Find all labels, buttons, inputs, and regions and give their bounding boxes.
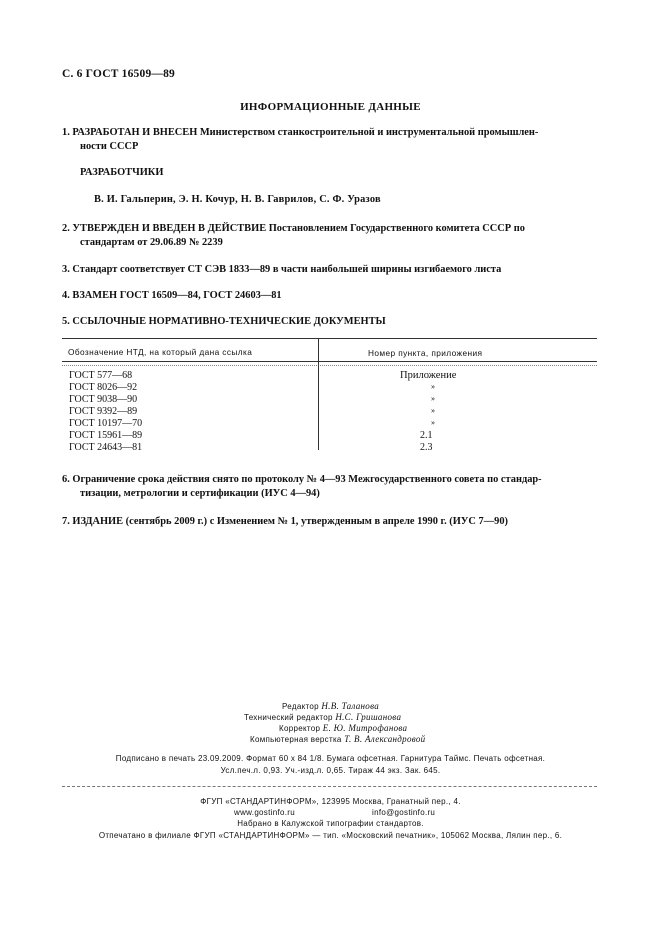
page-header: С. 6 ГОСТ 16509—89 (62, 68, 175, 80)
table-row-doc-5: ГОСТ 10197—70 (69, 418, 143, 429)
item-6-line-2: тизации, метрологии и сертификации (ИУС 4—94) (80, 488, 320, 499)
table-row-doc-3: ГОСТ 9038—90 (69, 394, 138, 405)
table-row-ref-3: » (431, 394, 435, 403)
corrector-label: Корректор (279, 724, 321, 733)
table-row-ref-6: 2.1 (420, 430, 433, 441)
item-1-line-2: ности СССР (80, 141, 139, 152)
print-details-line-1: Подписано в печать 23.09.2009. Формат 60 x 84 1/8. Бумага офсетная. Гарнитура Таймс. Печать офсетная. (115, 754, 546, 763)
table-row-ref-5: » (431, 418, 435, 427)
item-2-line-2: стандартам от 29.06.89 № 2239 (80, 237, 223, 248)
table-row-ref-2: » (431, 382, 435, 391)
table-row-doc-6: ГОСТ 15961—89 (69, 430, 143, 441)
item-6-line-1: 6. Ограничение срока действия снято по протоколу № 4—93 Межгосударственного совета по стандар- (62, 474, 542, 485)
table-row-doc-1: ГОСТ 577—68 (69, 370, 133, 381)
table-row-doc-4: ГОСТ 9392—89 (69, 406, 138, 417)
layout-label: Компьютерная верстка (250, 735, 342, 744)
corrector-name: Е. Ю. Митрофанова (322, 723, 408, 733)
publisher-email: info@gostinfo.ru (372, 808, 436, 817)
item-4: 4. ВЗАМЕН ГОСТ 16509—84, ГОСТ 24603—81 (62, 290, 282, 301)
table-row-ref-7: 2.3 (420, 442, 433, 453)
table-row-ref-4: » (431, 406, 435, 415)
item-3: 3. Стандарт соответствует СТ СЭВ 1833—89 в части наибольшей ширины изгибаемого листа (62, 264, 502, 275)
tech-editor-name: Н.С. Гришанова (335, 712, 402, 722)
layout-name: Т. В. Александровой (344, 734, 426, 744)
publisher-address: ФГУП «СТАНДАРТИНФОРМ», 123995 Москва, Гранатный пер., 4. (200, 797, 461, 806)
editor-label: Редактор (282, 702, 319, 711)
table-row-doc-7: ГОСТ 24643—81 (69, 442, 143, 453)
developers-label: РАЗРАБОТЧИКИ (80, 167, 164, 178)
tech-editor-label: Технический редактор (244, 713, 333, 722)
references-table (62, 338, 597, 453)
table-header-doc: Обозначение НТД, на который дана ссылка (68, 347, 253, 357)
item-5: 5. ССЫЛОЧНЫЕ НОРМАТИВНО-ТЕХНИЧЕСКИЕ ДОКУМЕНТЫ (62, 316, 386, 327)
item-7: 7. ИЗДАНИЕ (сентябрь 2009 г.) с Изменением № 1, утвержденным в апреле 1990 г. (ИУС 7—90) (62, 516, 508, 527)
imprint-corrector (279, 723, 407, 733)
table-top-rule (62, 338, 597, 339)
imprint-layout (250, 734, 425, 744)
developers-names: В. И. Гальперин, Э. Н. Кочур, Н. В. Гаврилов, С. Ф. Уразов (94, 194, 381, 205)
table-column-divider (318, 338, 319, 450)
imprint-editor (282, 701, 379, 711)
editor-name: Н.В. Таланова (321, 701, 380, 711)
print-details-line-2: Усл.печ.л. 0,93. Уч.-изд.л. 0,65. Тираж 44 экз. Зак. 645. (220, 766, 441, 775)
imprint-divider (62, 786, 597, 787)
table-header-ref: Номер пункта, приложения (368, 348, 483, 358)
publisher-website: www.gostinfo.ru (234, 808, 295, 817)
item-2-line-1: 2. УТВЕРЖДЕН И ВВЕДЕН В ДЕЙСТВИЕ Постановлением Государственного комитета СССР по (62, 223, 525, 234)
printed-note: Отпечатано в филиале ФГУП «СТАНДАРТИНФОРМ» — тип. «Московский печатник», 105062 Москва, Лялин пер., 6. (98, 831, 563, 840)
typeset-note: Набрано в Калужской типографии стандартов. (237, 819, 424, 828)
section-title: ИНФОРМАЦИОННЫЕ ДАННЫЕ (240, 101, 421, 113)
table-row-doc-2: ГОСТ 8026—92 (69, 382, 138, 393)
table-row-ref-1: Приложение (400, 370, 457, 381)
table-header-rule-thin (62, 365, 597, 366)
item-1-line-1: 1. РАЗРАБОТАН И ВНЕСЕН Министерством станкостроительной и инструментальной промышлен- (62, 127, 539, 138)
table-header-rule (62, 361, 597, 362)
imprint-tech-editor (244, 712, 401, 722)
